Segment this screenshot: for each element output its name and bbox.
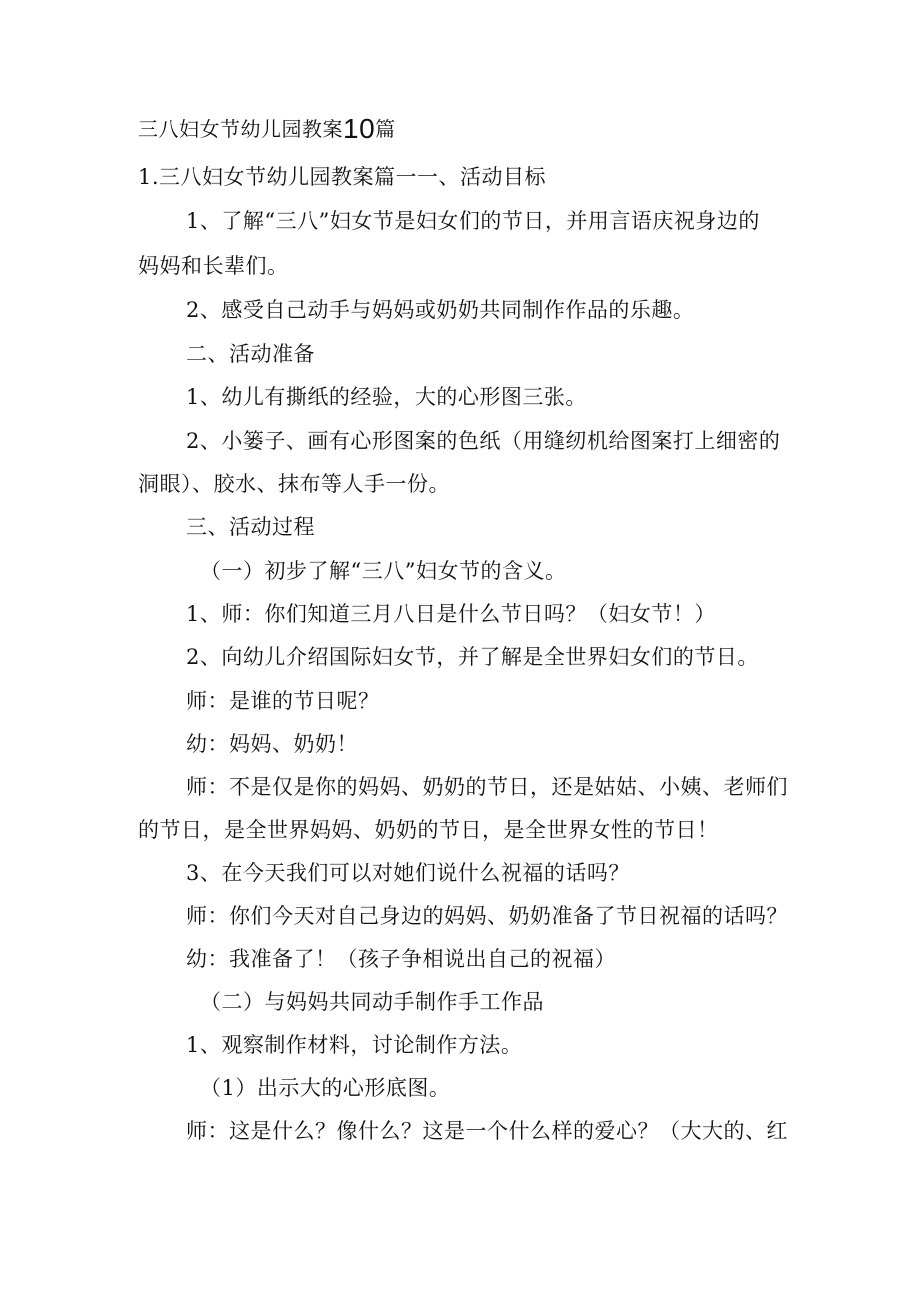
dialogue-line: 师：是谁的节日呢？ bbox=[186, 689, 380, 713]
dialogue-line: 幼：我准备了！（孩子争相说出自己的祝福） bbox=[186, 947, 616, 971]
dialogue-line: 的节日，是全世界妈妈、奶奶的节日，是全世界女性的节日！ bbox=[138, 818, 719, 842]
paragraph-line: 洞眼）、胶水、抹布等人手一份。 bbox=[138, 472, 450, 496]
paragraph-line: 1、了解“三八”妇女节是妇女们的节日，并用言语庆祝身边的 bbox=[186, 209, 760, 233]
paragraph-line: 2、感受自己动手与妈妈或奶奶共同制作作品的乐趣。 bbox=[186, 298, 695, 322]
paragraph-line: 1、师：你们知道三月八日是什么节日吗？（妇女节！） bbox=[186, 602, 716, 626]
paragraph-line: 2、向幼儿介绍国际妇女节，并了解是全世界妇女们的节日。 bbox=[186, 645, 759, 669]
subsection-heading-1: （一）初步了解“三八”妇女节的含义。 bbox=[200, 559, 567, 583]
document-title bbox=[138, 114, 396, 144]
dialogue-line: 师：你们今天对自己身边的妈妈、奶奶准备了节日祝福的话吗？ bbox=[186, 904, 788, 928]
dialogue-line: 师：不是仅是你的妈妈、奶奶的节日，还是姑姑、小姨、老师们 bbox=[186, 775, 788, 799]
title-prefix: 三八妇女节幼儿园教案 bbox=[138, 117, 343, 141]
dialogue-line: 师：这是什么？像什么？这是一个什么样的爱心？（大大的、红 bbox=[186, 1119, 788, 1143]
paragraph-line: 3、在今天我们可以对她们说什么祝福的话吗？ bbox=[186, 861, 630, 885]
subsection-heading-2: （二）与妈妈共同动手制作手工作品 bbox=[200, 990, 544, 1014]
title-number: 10 bbox=[343, 113, 376, 144]
paragraph-line: （1）出示大的心形底图。 bbox=[200, 1076, 451, 1100]
paragraph-line: 妈妈和长辈们。 bbox=[138, 254, 289, 278]
section-heading-2: 二、活动准备 bbox=[186, 342, 315, 366]
section-heading-1: 1.三八妇女节幼儿园教案篇一一、活动目标 bbox=[138, 165, 547, 189]
paragraph-line: 1、幼儿有撕纸的经验，大的心形图三张。 bbox=[186, 385, 587, 409]
section-heading-3: 三、活动过程 bbox=[186, 515, 315, 539]
title-suffix: 篇 bbox=[375, 117, 396, 141]
paragraph-line: 1、观察制作材料，讨论制作方法。 bbox=[186, 1033, 523, 1057]
paragraph-line: 2、小篓子、画有心形图案的色纸（用缝纫机给图案打上细密的 bbox=[186, 429, 781, 453]
dialogue-line: 幼：妈妈、奶奶！ bbox=[186, 732, 358, 756]
